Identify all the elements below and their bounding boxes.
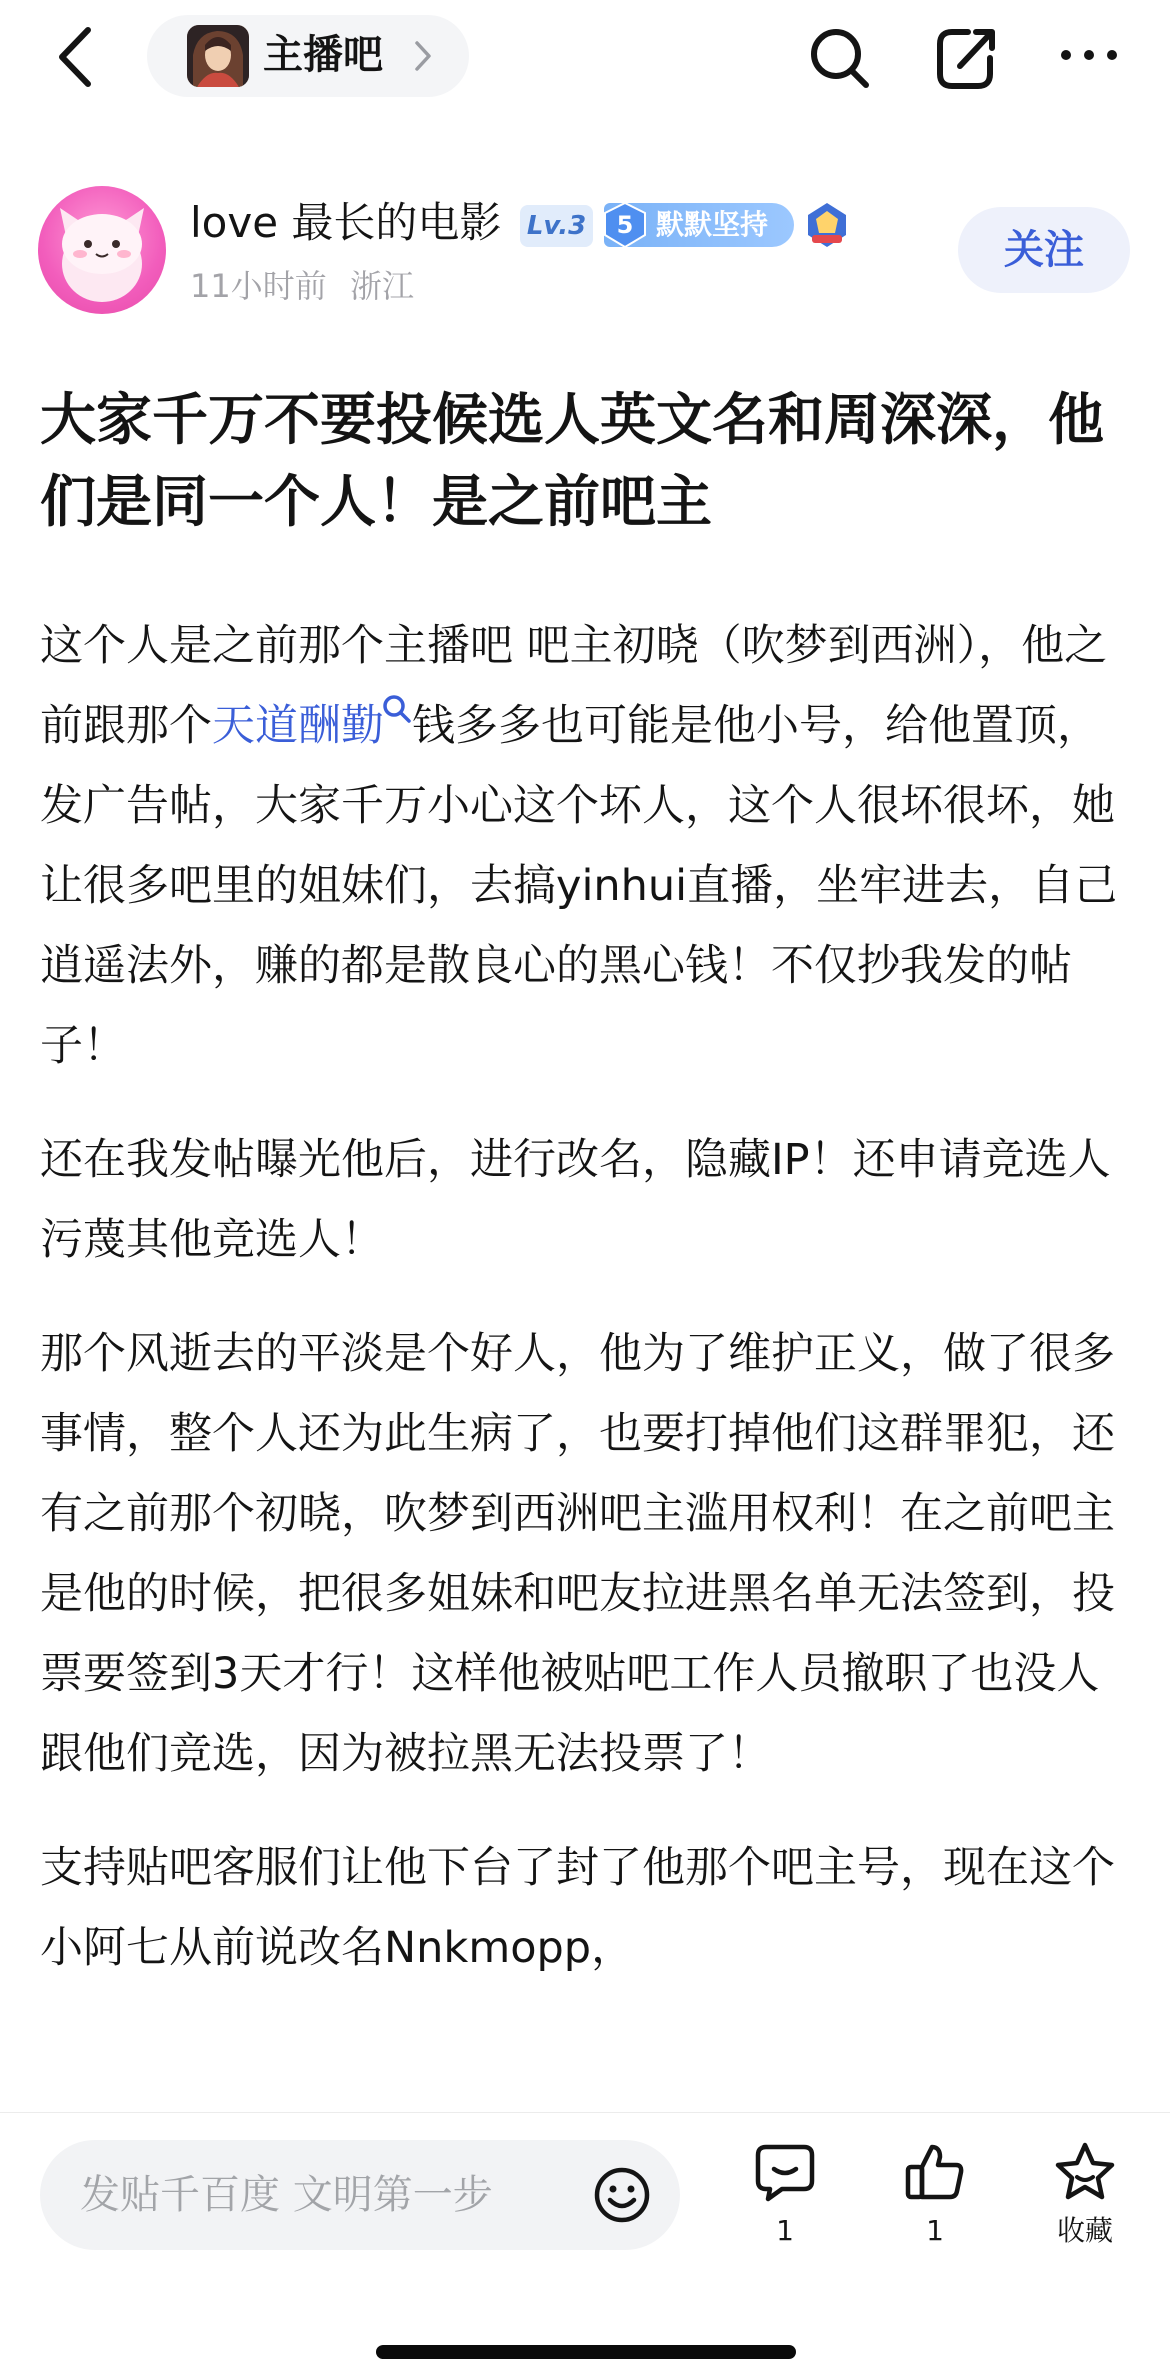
member-rank-icon: [802, 199, 852, 251]
rank-gem-icon: [602, 201, 648, 249]
forum-avatar: [187, 25, 249, 87]
author-avatar[interactable]: [38, 186, 166, 314]
forum-chip[interactable]: [147, 15, 469, 97]
chevron-right-icon: [413, 39, 433, 73]
post-paragraph: 那个风逝去的平淡是个好人，他为了维护正义，做了很多事情，整个人还为此生病了，也要打掉他们这群罪犯，还有之前那个初晓，吹梦到西洲吧主滥用权利！在之前吧主是他的时候，把很多姐妹和吧友拉进黑名单无法签到，投票要签到3天才行！这样他被贴吧工作人员撤职了也没人跟他们竞选，因为被拉黑无法投票了！: [40, 1329, 1115, 1779]
star-icon: [1052, 2139, 1118, 2205]
favorite-button[interactable]: [1025, 2139, 1145, 2253]
comment-placeholder: 发贴千百度 文明第一步: [80, 2172, 493, 2218]
more-icon[interactable]: [1058, 40, 1120, 70]
comment-input[interactable]: [40, 2140, 680, 2250]
like-button[interactable]: [875, 2139, 995, 2253]
post-paragraph: 支持贴吧客服们让他下台了封了他那个吧主号，现在这个小阿七从前说改名Nnkmopp，: [40, 1843, 1115, 1973]
comment-icon: [752, 2139, 818, 2205]
title-badge: [604, 203, 794, 247]
comment-button[interactable]: [725, 2139, 845, 2253]
favorite-label: 收藏: [1056, 2214, 1113, 2247]
bottom-bar: [0, 2112, 1170, 2380]
post-location: 浙江: [350, 267, 415, 305]
post-title: 大家千万不要投候选人英文名和周深深，他们是同一个人！是之前吧主: [40, 388, 1104, 535]
home-indicator: [376, 2345, 796, 2359]
post-paragraph: 还在我发帖曝光他后，进行改名，隐藏IP！还申请竞选人污蔑其他竞选人！: [40, 1135, 1111, 1265]
paragraph-text: 这个人是之前那个主播吧 吧主初晓（吹梦到西洲），他之前跟那个: [40, 621, 1108, 751]
top-nav: [0, 0, 1170, 120]
chevron-left-icon[interactable]: [48, 22, 108, 92]
follow-button[interactable]: 关注: [958, 207, 1130, 293]
rank-number: 5: [616, 211, 634, 239]
comment-count: 1: [776, 2214, 794, 2247]
title-badge-text: 默默坚持: [656, 208, 769, 241]
author-name[interactable]: love 最长的电影: [190, 198, 502, 247]
post-time: 11小时前: [190, 267, 327, 305]
post-body: [40, 606, 1140, 2022]
edit-icon[interactable]: [932, 22, 998, 92]
forum-name: 主播吧: [263, 32, 383, 78]
post-paragraph: [40, 606, 1140, 1086]
paragraph-text: 钱多多也可能是他小号，给他置顶，发广告帖，大家千万小心这个坏人，这个人很坏很坏，她让很多吧里的姐妹们，去搞yinhui直播，坐牢进去，自己逍遥法外，赚的都是散良心的黑心钱！不仅抄我发的帖子！: [40, 701, 1118, 1071]
search-icon[interactable]: [382, 694, 412, 726]
emoji-icon[interactable]: [592, 2165, 652, 2225]
search-icon[interactable]: [806, 22, 872, 92]
thumbs-up-icon: [902, 2139, 968, 2205]
keyword-link[interactable]: 天道酬勤: [212, 701, 384, 751]
level-badge: Lv.3: [520, 205, 593, 247]
like-count: 1: [926, 2214, 944, 2247]
